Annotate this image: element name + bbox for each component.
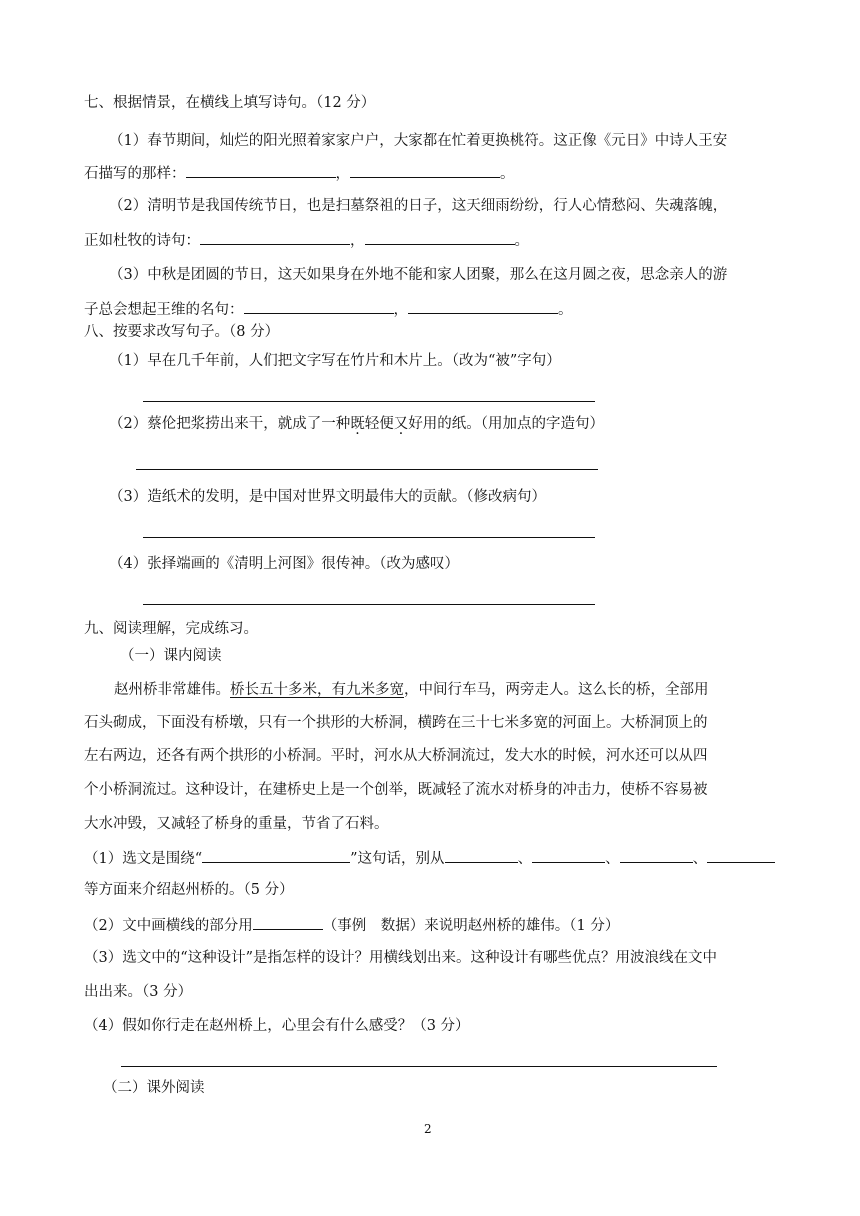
passage-underlined-text: 桥长五十多米，有九米多宽 (230, 682, 404, 698)
s7-q1-blank-2[interactable] (350, 162, 500, 178)
comma: ， (393, 302, 408, 318)
s7-q1-blank-1[interactable] (186, 162, 336, 178)
s7-q3-line1: （3）中秋是团圆的节日，这天如果身在外地不能和家人团聚，那么在这月圆之夜，思念亲人的游 (109, 267, 728, 283)
s8-q4: （4）张择端画的《清明上河图》很传神。（改为感叹） (109, 556, 459, 572)
s9-sub-extracurricular: （二）课外阅读 (103, 1080, 205, 1096)
s9-q1-text-b: ”这句话，别从 (350, 851, 445, 867)
s9-q1-line1 (84, 847, 775, 869)
s7-q3-blank-1[interactable] (244, 298, 394, 314)
s9-q1-blank-3[interactable] (620, 847, 693, 863)
s7-q1-line1: （1）春节期间，灿烂的阳光照着家家户户，大家都在忙着更换桃符。这正像《元日》中诗人王安 (109, 133, 728, 149)
s8-q2-text-b: 轻便 (364, 416, 394, 432)
s8-q4-answer-line[interactable] (143, 604, 595, 605)
s9-q4: （4）假如你行走在赵州桥上，心里会有什么感受？（3 分） (84, 1018, 470, 1034)
s7-q1-prompt: 石描写的那样： (84, 166, 186, 182)
s7-q3-blank-2[interactable] (408, 298, 558, 314)
s9-q2-text-a: （2）文中画横线的部分用 (84, 918, 253, 934)
s8-q2-dotted-char-1: 既 (350, 416, 365, 432)
s9-q1-line2: 等方面来介绍赵州桥的。（5 分） (84, 882, 294, 898)
passage-line-5: 大水冲毁，又减轻了桥身的重量，节省了石料。 (84, 816, 389, 832)
passage-line-3: 左右两边，还各有两个拱形的小桥洞。平时，河水从大桥洞流过，发大水的时候，河水还可以从四 (84, 748, 708, 764)
s9-q4-answer-line[interactable] (121, 1066, 717, 1067)
s9-q1-blank-sentence[interactable] (202, 847, 350, 863)
s7-q2-blank-1[interactable] (200, 229, 350, 245)
section-9-title: 九、阅读理解，完成练习。 (84, 621, 258, 637)
page-number: 2 (424, 1122, 432, 1136)
s9-q3-line2: 出出来。（3 分） (84, 984, 193, 1000)
period: 。 (558, 302, 573, 318)
passage-line-2: 石头砌成，下面没有桥墩，只有一个拱形的大桥洞，横跨在三十七米多宽的河面上。大桥洞顶上的 (84, 715, 708, 731)
s9-q2 (84, 914, 619, 936)
s9-sub-in-class: （一）课内阅读 (120, 648, 222, 664)
s8-q2-answer-line[interactable] (136, 469, 598, 470)
s9-q1-blank-1[interactable] (445, 847, 518, 863)
s9-q1-blank-2[interactable] (532, 847, 605, 863)
s9-q1-blank-4[interactable] (707, 847, 775, 863)
period: 。 (514, 233, 529, 249)
s7-q2-line1: （2）清明节是我国传统节日，也是扫墓祭祖的日子，这天细雨纷纷，行人心情愁闷、失魂落魄， (109, 198, 728, 214)
comma: ， (335, 166, 350, 182)
s8-q1-answer-line[interactable] (143, 401, 595, 402)
passage-line-1 (114, 680, 709, 700)
s8-q2-text-c: 好用的纸。（用加点的字造句） (408, 416, 604, 432)
s7-q3-prompt: 子总会想起王维的名句： (84, 302, 244, 318)
s9-q2-blank[interactable] (253, 914, 323, 930)
s7-q2-prompt: 正如杜牧的诗句： (84, 233, 200, 249)
section-8-title: 八、按要求改写句子。（8 分） (84, 324, 280, 340)
comma: ， (350, 233, 365, 249)
s8-q2-text-a: （2）蔡伦把浆捞出来干，就成了一种 (109, 416, 351, 432)
s7-q2-line2 (84, 229, 529, 251)
s9-q2-text-b: （事例 数据）来说明赵州桥的雄伟。（1 分） (322, 918, 620, 934)
separator: 、 (517, 851, 533, 867)
separator: 、 (692, 851, 708, 867)
passage-line-4: 个小桥洞流过。这种设计，在建桥史上是一个创举，既减轻了流水对桥身的冲击力，使桥不容易被 (84, 782, 708, 798)
s8-q3: （3）造纸术的发明，是中国对世界文明最伟大的贡献。（修改病句） (109, 489, 546, 505)
s7-q1-line2 (84, 162, 515, 184)
s7-q2-blank-2[interactable] (365, 229, 515, 245)
s8-q3-answer-line[interactable] (143, 537, 595, 538)
s9-q3-line1: （3）选文中的“这种设计”是指怎样的设计？用横线划出来。这种设计有哪些优点？用波浪线在文中 (84, 950, 718, 966)
s7-q3-line2 (84, 298, 573, 320)
s8-q2-dotted-char-2: 又 (393, 416, 409, 432)
s9-q1-text-a: （1）选文是围绕“ (84, 851, 203, 867)
period: 。 (500, 166, 515, 182)
s8-q2 (109, 414, 604, 434)
passage-text: 赵州桥非常雄伟。 (114, 682, 230, 698)
passage-text: ，中间行车马，两旁走人。这么长的桥，全部用 (404, 682, 709, 698)
s8-q1: （1）早在几千年前，人们把文字写在竹片和木片上。（改为“被”字句） (109, 353, 561, 369)
section-7-title: 七、根据情景，在横线上填写诗句。（12 分） (84, 95, 376, 111)
separator: 、 (605, 851, 620, 867)
